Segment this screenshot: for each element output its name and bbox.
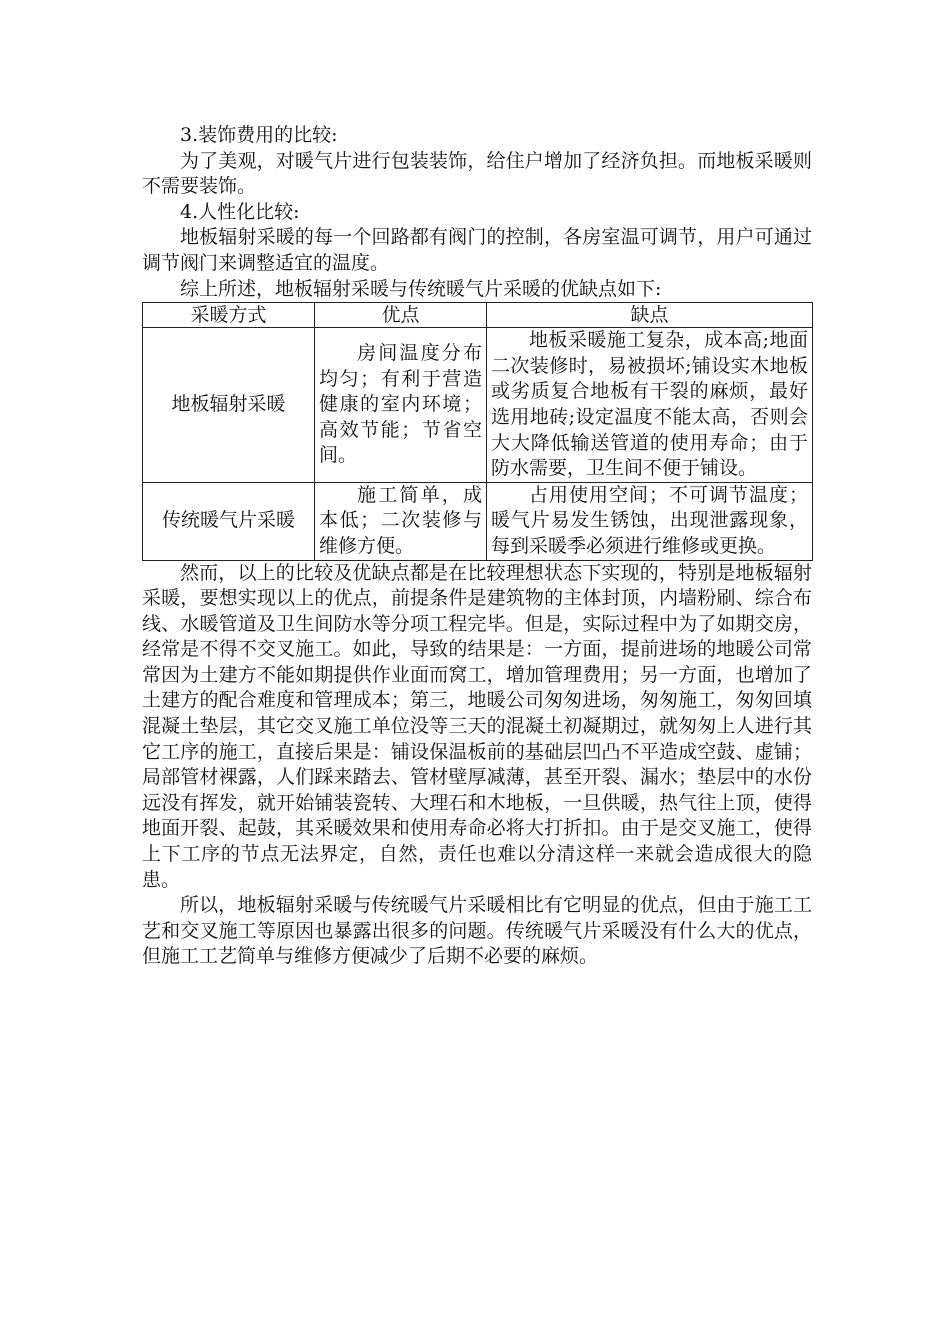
table-row bbox=[143, 482, 813, 560]
comparison-table bbox=[142, 302, 813, 560]
table-row bbox=[143, 328, 813, 483]
header-method: 采暖方式 bbox=[143, 303, 315, 328]
table-header-row bbox=[143, 303, 813, 328]
paragraph-humanization: 地板辐射采暖的每一个回路都有阀门的控制，各房室温可调节，用户可通过调节阀门来调整适宜的温度。 bbox=[142, 226, 812, 274]
row-cons: 占用使用空间；不可调节温度；暖气片易发生锈蚀，出现泄露现象，每到采暖季必须进行维修或更换。 bbox=[487, 482, 813, 560]
paragraph-analysis: 然而，以上的比较及优缺点都是在比较理想状态下实现的，特别是地板辐射采暖，要想实现以上的优点，前提条件是建筑物的主体封顶，内墙粉刷、综合布线、水暖管道及卫生间防水等分项工程完毕。但是，实际过程中为了如期交房，经常是不得不交叉施工。如此，导致的结果是：一方面，提前进场的地暖公司常常因为土建方不能如期提供作业面而窝工，增加管理费用；另一方面，也增加了土建方的配合难度和管理成本；第三，地暖公司匆匆进场，匆匆施工，匆匆回填混凝土垫层，其它交叉施工单位没等三天的混凝土初凝期过，就匆匆上人进行其它工序的施工，直接后果是：铺设保温板前的基础层凹凸不平造成空鼓、虚铺；局部管材裸露，人们踩来踏去、管材壁厚减薄，甚至开裂、漏水；垫层中的水份远没有挥发，就开始铺装瓷转、大理石和木地板，一旦供暖，热气往上顶，使得地面开裂、起鼓，其采暖效果和使用寿命必将大打折扣。由于是交叉施工，使得上下工序的节点无法界定，自然，责任也难以分清这样一来就会造成很大的隐患。 bbox=[142, 561, 812, 891]
row-method: 传统暖气片采暖 bbox=[143, 482, 315, 560]
row-method: 地板辐射采暖 bbox=[143, 328, 315, 483]
header-pros: 优点 bbox=[315, 303, 487, 328]
row-pros: 施工简单，成本低；二次装修与维修方便。 bbox=[315, 482, 487, 560]
heading-humanization: 4.人性化比较: bbox=[180, 200, 300, 223]
paragraph-decoration-cost: 为了美观，对暖气片进行包装装饰，给住户增加了经济负担。而地板采暖则不需要装饰。 bbox=[142, 149, 812, 198]
row-pros: 房间温度分布均匀；有利于营造健康的室内环境；高效节能；节省空间。 bbox=[315, 328, 487, 483]
document-page bbox=[142, 123, 812, 970]
paragraph-conclusion: 所以，地板辐射采暖与传统暖气片采暖相比有它明显的优点，但由于施工工艺和交叉施工等原因也暴露出很多的问题。传统暖气片采暖没有什么大的优点，但施工工艺简单与维修方便减少了后期不必要的麻烦。 bbox=[142, 894, 812, 968]
row-cons: 地板采暖施工复杂，成本高;地面二次装修时，易被损坏;铺设实木地板或劣质复合地板有干裂的麻烦，最好选用地砖;设定温度不能太高，否则会大大降低输送管道的使用寿命；由于防水需要，卫生间不便于铺设。 bbox=[487, 328, 813, 483]
header-cons: 缺点 bbox=[487, 303, 813, 328]
paragraph-summary-intro: 综上所述，地板辐射采暖与传统暖气片采暖的优缺点如下: bbox=[180, 277, 662, 300]
heading-decoration-cost: 3.装饰费用的比较: bbox=[180, 124, 338, 146]
